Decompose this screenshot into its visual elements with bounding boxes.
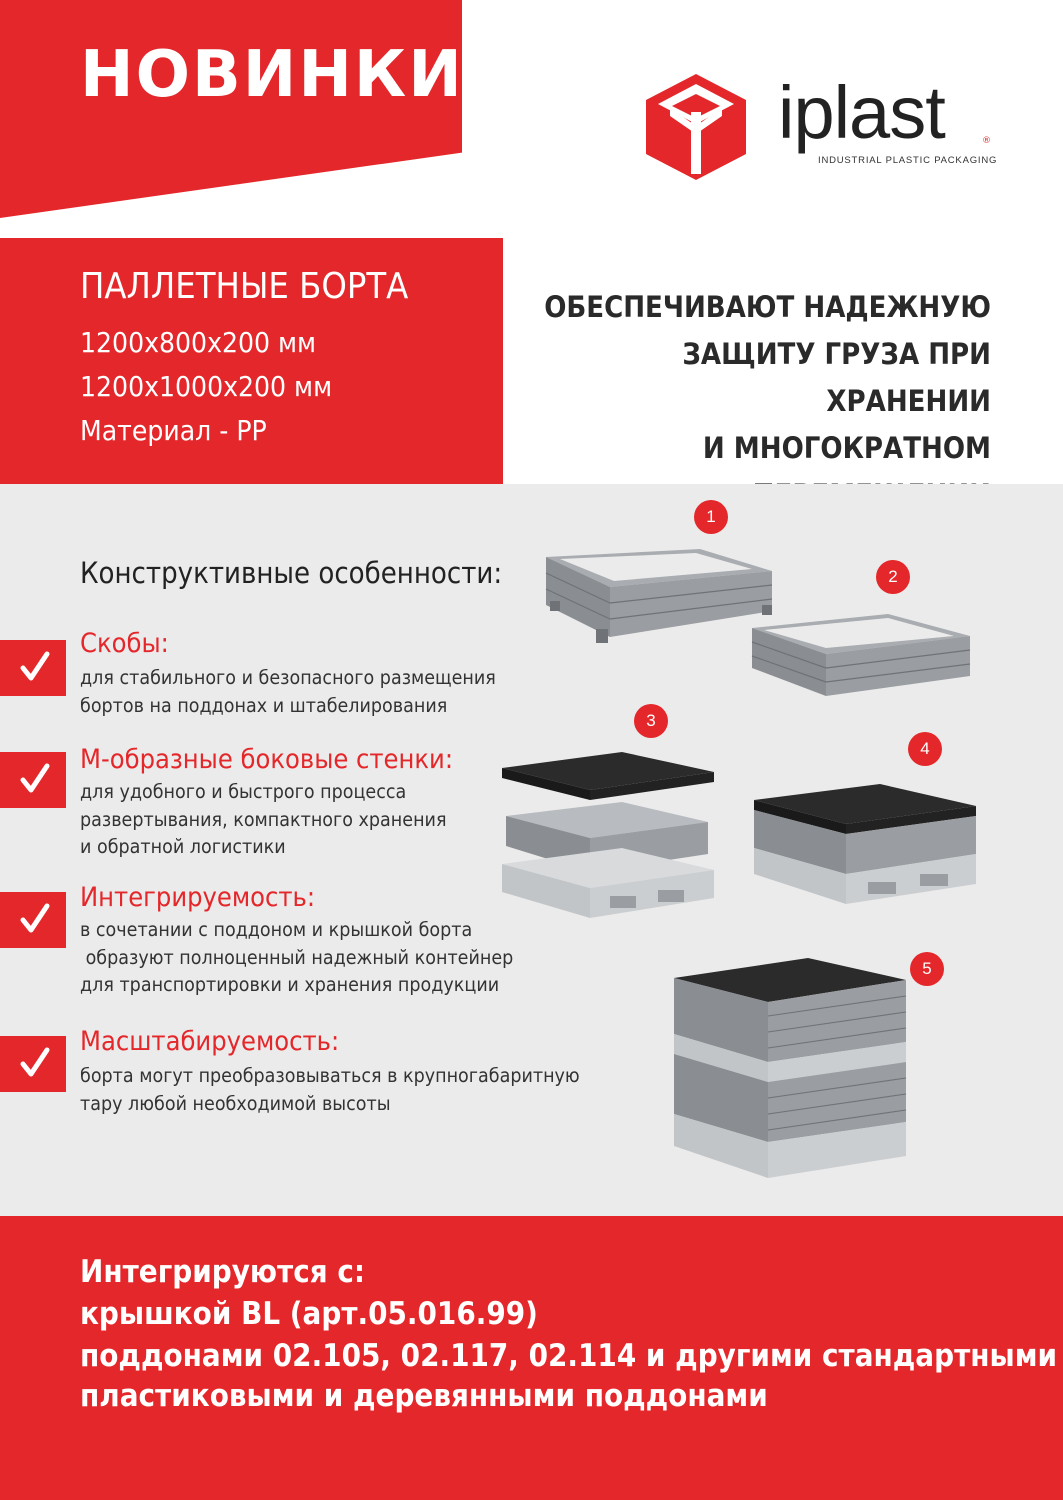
feature-desc-line: развертывания, компактного хранения xyxy=(80,807,447,831)
feature-desc-line: для транспортировки и хранения продукции xyxy=(80,973,500,996)
features-heading: Конструктивные особенности: xyxy=(80,556,503,590)
illustration-badge: 1 xyxy=(694,500,728,534)
checkmark-icon xyxy=(20,902,50,936)
compatibility-heading: Интегрируются с: xyxy=(80,1254,366,1290)
illustration-badge: 2 xyxy=(876,560,910,594)
tagline-line: ОБЕСПЕЧИВАЮТ НАДЕЖНУЮ xyxy=(544,290,991,324)
feature-desc-walls xyxy=(80,778,447,861)
illustration-stacked-containers xyxy=(668,950,914,1190)
feature-desc-line: для стабильного и безопасного размещения xyxy=(80,666,496,689)
feature-title-walls: М-образные боковые стенки: xyxy=(80,744,454,775)
feature-title-clips: Скобы: xyxy=(80,628,169,659)
tagline-line: И МНОГОКРАТНОМ xyxy=(702,431,991,465)
feature-check-badge xyxy=(0,1036,66,1092)
feature-desc-line: в сочетании с поддоном и крышкой борта xyxy=(80,918,473,941)
feature-desc-integration xyxy=(80,916,513,999)
tagline-line: ЗАЩИТУ ГРУЗА ПРИ ХРАНЕНИИ xyxy=(682,337,991,418)
feature-desc-scalability xyxy=(80,1062,580,1117)
product-title: ПАЛЛЕТНЫЕ БОРТА xyxy=(80,266,409,307)
feature-check-badge xyxy=(0,892,66,948)
illustration-badge: 4 xyxy=(908,732,942,766)
checkmark-icon xyxy=(20,1046,50,1080)
banner-title: НОВИНКИ xyxy=(80,38,464,112)
feature-desc-line: и обратной логистики xyxy=(80,835,286,858)
feature-desc-line: для удобного и быстрого процесса xyxy=(80,780,407,803)
feature-desc-line: образуют полноценный надежный контейнер xyxy=(80,945,514,969)
feature-check-badge xyxy=(0,640,66,696)
product-spec-material: Материал - PP xyxy=(80,414,267,447)
illustration-assembled-container xyxy=(748,770,984,910)
feature-desc-line: тару любой необходимой высоты xyxy=(80,1091,391,1115)
logo-cube-icon xyxy=(640,70,752,182)
feature-title-scalability: Масштабируемость: xyxy=(80,1026,340,1057)
illustration-badge: 3 xyxy=(634,704,668,738)
feature-desc-clips xyxy=(80,664,496,719)
illustration-exploded-assembly xyxy=(498,742,718,932)
feature-check-badge xyxy=(0,752,66,808)
checkmark-icon xyxy=(20,650,50,684)
compatibility-line-other: пластиковыми и деревянными поддонами xyxy=(80,1378,768,1414)
feature-desc-line: борта могут преобразовываться в крупногабаритную xyxy=(80,1064,580,1087)
product-spec-size-1: 1200x800x200 мм xyxy=(80,326,317,359)
illustration-collar-open xyxy=(738,592,978,710)
logo-registered-mark: ® xyxy=(982,136,991,146)
checkmark-icon xyxy=(20,762,50,796)
product-spec-size-2: 1200x1000x200 мм xyxy=(80,370,333,403)
compatibility-line-lid: крышкой BL (арт.05.016.99) xyxy=(80,1296,538,1332)
feature-title-integration: Интегрируемость: xyxy=(80,882,316,913)
compatibility-line-pallets: поддонами 02.105, 02.117, 02.114 и другими стандартными xyxy=(80,1338,1058,1374)
logo-wordmark: iplast xyxy=(778,71,945,154)
logo-tagline: INDUSTRIAL PLASTIC PACKAGING xyxy=(818,155,998,166)
illustration-badge: 5 xyxy=(910,952,944,986)
feature-desc-line: бортов на поддонах и штабелирования xyxy=(80,693,448,717)
